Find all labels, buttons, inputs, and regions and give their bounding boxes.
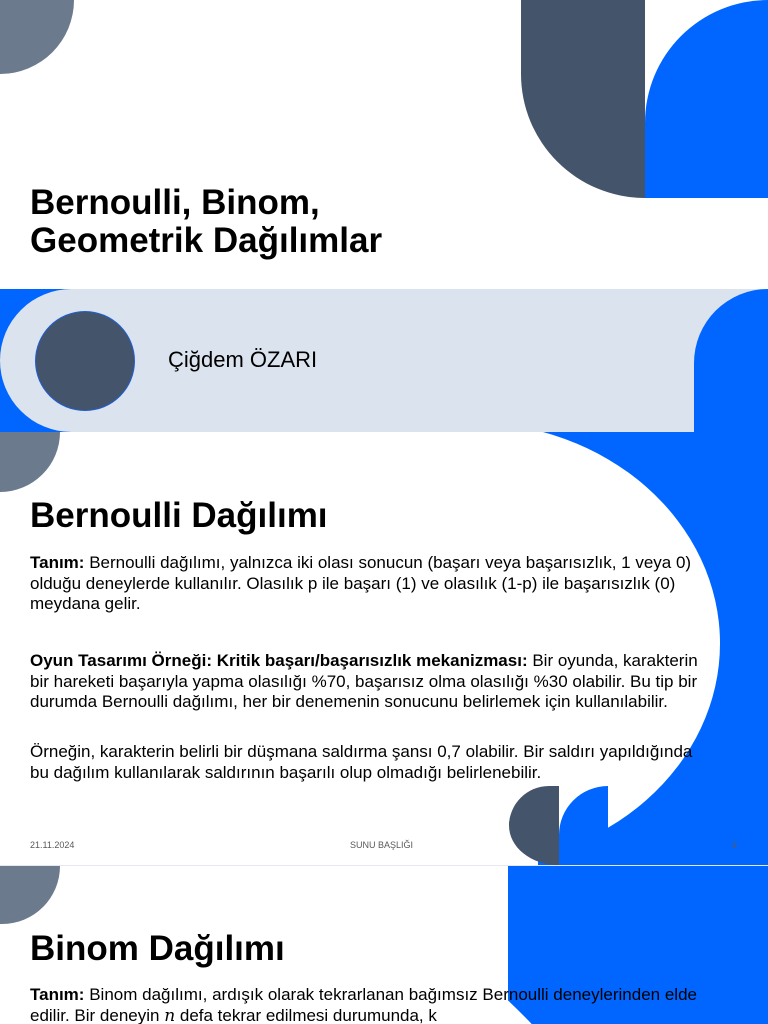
decor-quarter-circle <box>0 0 74 74</box>
binom-slide <box>0 866 768 1024</box>
bernoulli-slide <box>0 432 768 865</box>
definition-label: Tanım: <box>30 985 85 1004</box>
example-paragraph <box>30 651 700 713</box>
footer-page-number: 2 <box>732 840 738 850</box>
definition-text: Bernoulli dağılımı, yalnızca iki olası sonucun (başarı veya başarısızlık, 1 veya 0) olduğu deneylerde kullanılır. Olasılık p ile başarı (1) ve olasılık (1-p) ile başarısızlık (0) meydana gelir. <box>30 553 692 613</box>
definition-text: Binom dağılımı, ardışık olarak tekrarlanan bağımsız Bernoulli deneylerinden elde edilir. Bir deneyin <box>30 985 697 1024</box>
definition-paragraph <box>30 553 700 615</box>
definition-text-cont: defa tekrar edilmesi durumunda, k <box>175 1005 437 1024</box>
example-detail-paragraph: Örneğin, karakterin belirli bir düşmana saldırma şansı 0,7 olabilir. Bir saldırı yapıldığında bu dağılım kullanılarak saldırının başarılı olup olmadığı belirlenebilir. <box>30 742 693 782</box>
presentation-title: Bernoulli, Binom, Geometrik Dağılımlar <box>30 183 383 260</box>
decor-leaf-dark <box>521 0 645 198</box>
title-slide <box>0 0 768 432</box>
example-label: Oyun Tasarımı Örneği: Kritik başarı/başarısızlık mekanizması: <box>30 651 528 670</box>
decor-circle <box>36 312 134 410</box>
slide-title: Bernoulli Dağılımı <box>30 496 328 535</box>
variable-n: n <box>164 1005 176 1024</box>
slide-title: Binom Dağılımı <box>30 929 285 968</box>
footer-title: SUNU BAŞLIĞI <box>350 840 414 850</box>
definition-paragraph <box>30 985 697 1024</box>
footer-date: 21.11.2024 <box>30 840 75 850</box>
author-name: Çiğdem ÖZARI <box>168 347 318 372</box>
decor-leaf-blue <box>645 0 768 198</box>
example-text: Bir oyunda, karakterin bir hareketi başarıyla yapma olasılığı %70, başarısız olma olasılığı %30 olabilir. Bu tip bir durumda Bernoulli dağılımı, her bir denemenin sonucunu belirlemek için kullanılabilir. <box>30 651 698 711</box>
definition-label: Tanım: <box>30 553 85 572</box>
